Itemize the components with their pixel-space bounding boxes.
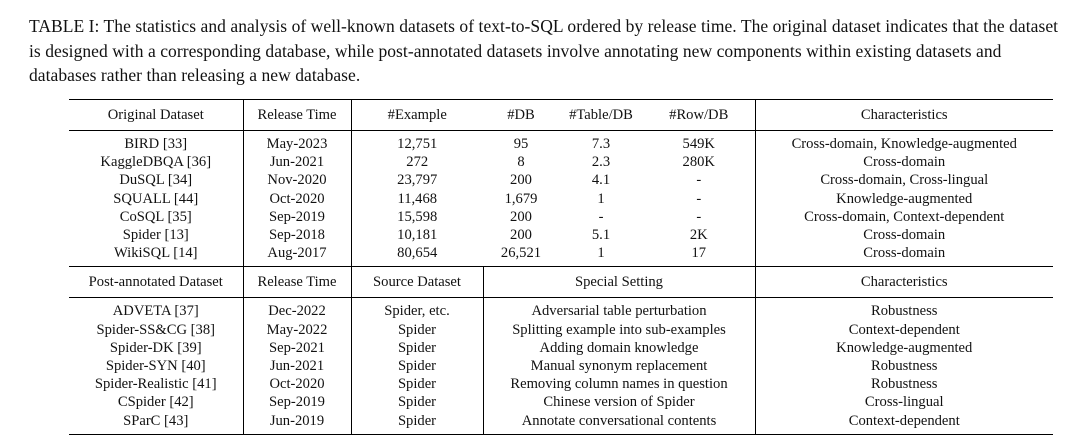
table-row <box>69 375 1053 393</box>
table-cell: Cross-domain, Cross-lingual <box>820 172 989 189</box>
table-cell: Sep-2018 <box>243 226 351 244</box>
table-cell: 280K <box>643 153 755 171</box>
table-cell: Oct-2020 <box>243 190 351 208</box>
table-cell: Spider <box>351 357 483 375</box>
table-cell: 200 <box>510 208 532 225</box>
original-header-row <box>69 100 1053 131</box>
table-cell: CoSQL [35] <box>69 208 243 226</box>
table-cell: DuSQL [34] <box>69 171 243 189</box>
table-cell: Cross-domain, Context-dependent <box>804 208 1005 225</box>
table-cell: 7.3 <box>591 136 611 152</box>
table-cell: KaggleDBQA [36] <box>69 153 243 171</box>
table-cell: - <box>643 190 755 208</box>
table-cell: Cross-domain <box>863 227 946 244</box>
table-cell: Sep-2019 <box>243 208 351 226</box>
header-cell: Characteristics <box>860 106 948 123</box>
table-cell: Knowledge-augmented <box>836 339 973 356</box>
table-cell: Aug-2017 <box>243 244 351 262</box>
table-cell: 1,679 <box>504 190 538 207</box>
table-row <box>69 208 1053 226</box>
table-cell: SQUALL [44] <box>69 190 243 208</box>
header-cell: Special Setting <box>483 267 755 298</box>
table-row <box>69 190 1053 208</box>
table-cell: 272 <box>406 154 429 171</box>
table-row <box>69 302 1053 320</box>
table-cell: Spider [13] <box>69 226 243 244</box>
table-cell: Cross-domain <box>863 154 946 171</box>
table-cell: 23,797 <box>397 172 438 189</box>
table-cell: Spider-SYN [40] <box>69 357 243 375</box>
header-cell: Post-annotated Dataset <box>69 267 243 298</box>
table-cell: 26,521 <box>500 245 542 262</box>
table-cell: Spider-DK [39] <box>69 339 243 357</box>
header-cell: Characteristics <box>860 274 948 291</box>
table-cell: Adding domain knowledge <box>483 339 755 357</box>
table-row <box>69 171 1053 189</box>
table-cell: 8 <box>517 154 525 171</box>
table-row <box>69 339 1053 357</box>
table-cell: 4.1 <box>591 172 611 189</box>
table-row <box>69 321 1053 339</box>
table-cell: Nov-2020 <box>243 171 351 189</box>
table-cell: 200 <box>510 172 532 189</box>
table-row <box>69 357 1053 375</box>
table-cell: Spider <box>351 321 483 339</box>
table-cell: Spider <box>351 393 483 411</box>
table-cell: - <box>643 208 755 226</box>
table-cell: Oct-2020 <box>243 375 351 393</box>
table-row <box>69 226 1053 244</box>
table-cell: Cross-domain <box>863 245 946 262</box>
table-cell: Chinese version of Spider <box>483 393 755 411</box>
table-cell: Context-dependent <box>848 321 960 338</box>
table-cell: 12,751 <box>397 136 438 152</box>
table-cell: Cross-domain, Knowledge-augmented <box>791 136 1017 152</box>
table-cell: Sep-2021 <box>243 339 351 357</box>
table-cell: Annotate conversational contents <box>483 412 755 430</box>
table-row <box>69 412 1053 430</box>
table-cell: Spider <box>351 412 483 430</box>
header-cell: #Row/DB <box>643 100 755 131</box>
table-cell: Spider-Realistic [41] <box>69 375 243 393</box>
table-cell: 15,598 <box>397 208 438 225</box>
table-cell: Sep-2019 <box>243 393 351 411</box>
table-cell: Jun-2021 <box>243 153 351 171</box>
table-cell: Adversarial table perturbation <box>483 302 755 320</box>
table-cell: May-2023 <box>243 135 351 153</box>
table-row <box>69 244 1053 262</box>
table-cell: BIRD [33] <box>69 135 243 153</box>
table-cell: 10,181 <box>397 227 438 244</box>
header-cell: Release Time <box>243 267 351 298</box>
table-cell: Spider <box>351 375 483 393</box>
table-cell: Jun-2019 <box>243 412 351 430</box>
table-cell: 1 <box>597 190 605 207</box>
table-cell: 5.1 <box>591 227 611 244</box>
table-caption: TABLE I: The statistics and analysis of well-known datasets of text-to-SQL ordered by release time. The original dataset indicates that the dataset is designed with a corresponding database, while post-annotated datasets involve annotating new components within existing datasets and databases rather than releasing a new database. <box>29 16 1059 85</box>
table-cell: Context-dependent <box>848 412 960 429</box>
table-cell: May-2022 <box>243 321 351 339</box>
table-cell: 80,654 <box>397 245 438 262</box>
table-cell: Robustness <box>871 303 938 320</box>
table-cell: 95 <box>513 136 529 152</box>
table-cell: Splitting example into sub-examples <box>483 321 755 339</box>
header-cell: Source Dataset <box>351 267 483 298</box>
table-cell: SParC [43] <box>69 412 243 430</box>
table-cell: Robustness <box>871 376 938 393</box>
table-cell: 549K <box>643 135 755 153</box>
table-cell: 1 <box>597 245 605 262</box>
table-cell: Spider, etc. <box>351 302 483 320</box>
table-cell: Spider-SS&CG [38] <box>69 321 243 339</box>
table-cell: - <box>643 171 755 189</box>
table-row <box>69 153 1053 171</box>
header-cell: #DB <box>507 106 535 123</box>
table-cell: Spider <box>351 339 483 357</box>
table-cell: Manual synonym replacement <box>483 357 755 375</box>
header-cell: #Example <box>387 106 447 123</box>
table-cell: CSpider [42] <box>69 393 243 411</box>
table-row <box>69 135 1053 153</box>
header-cell: #Table/DB <box>569 106 633 123</box>
header-cell: Release Time <box>243 100 351 131</box>
table-cell: Dec-2022 <box>243 302 351 320</box>
table-cell: 2.3 <box>591 154 611 171</box>
table-cell: 200 <box>510 227 532 244</box>
post-header-row <box>69 267 1053 298</box>
table-cell: Robustness <box>871 358 938 375</box>
table-cell: Cross-lingual <box>864 394 944 411</box>
datasets-table <box>69 99 1053 435</box>
table-cell: Jun-2021 <box>243 357 351 375</box>
table-cell: - <box>598 208 604 225</box>
table-cell: 17 <box>643 244 755 262</box>
table-cell: WikiSQL [14] <box>69 244 243 262</box>
table-cell: 11,468 <box>397 190 438 207</box>
table-cell: Removing column names in question <box>483 375 755 393</box>
header-cell: Original Dataset <box>69 100 243 131</box>
table-cell: Knowledge-augmented <box>836 190 973 207</box>
table-row <box>69 393 1053 411</box>
table-cell: 2K <box>643 226 755 244</box>
table-cell: ADVETA [37] <box>69 302 243 320</box>
